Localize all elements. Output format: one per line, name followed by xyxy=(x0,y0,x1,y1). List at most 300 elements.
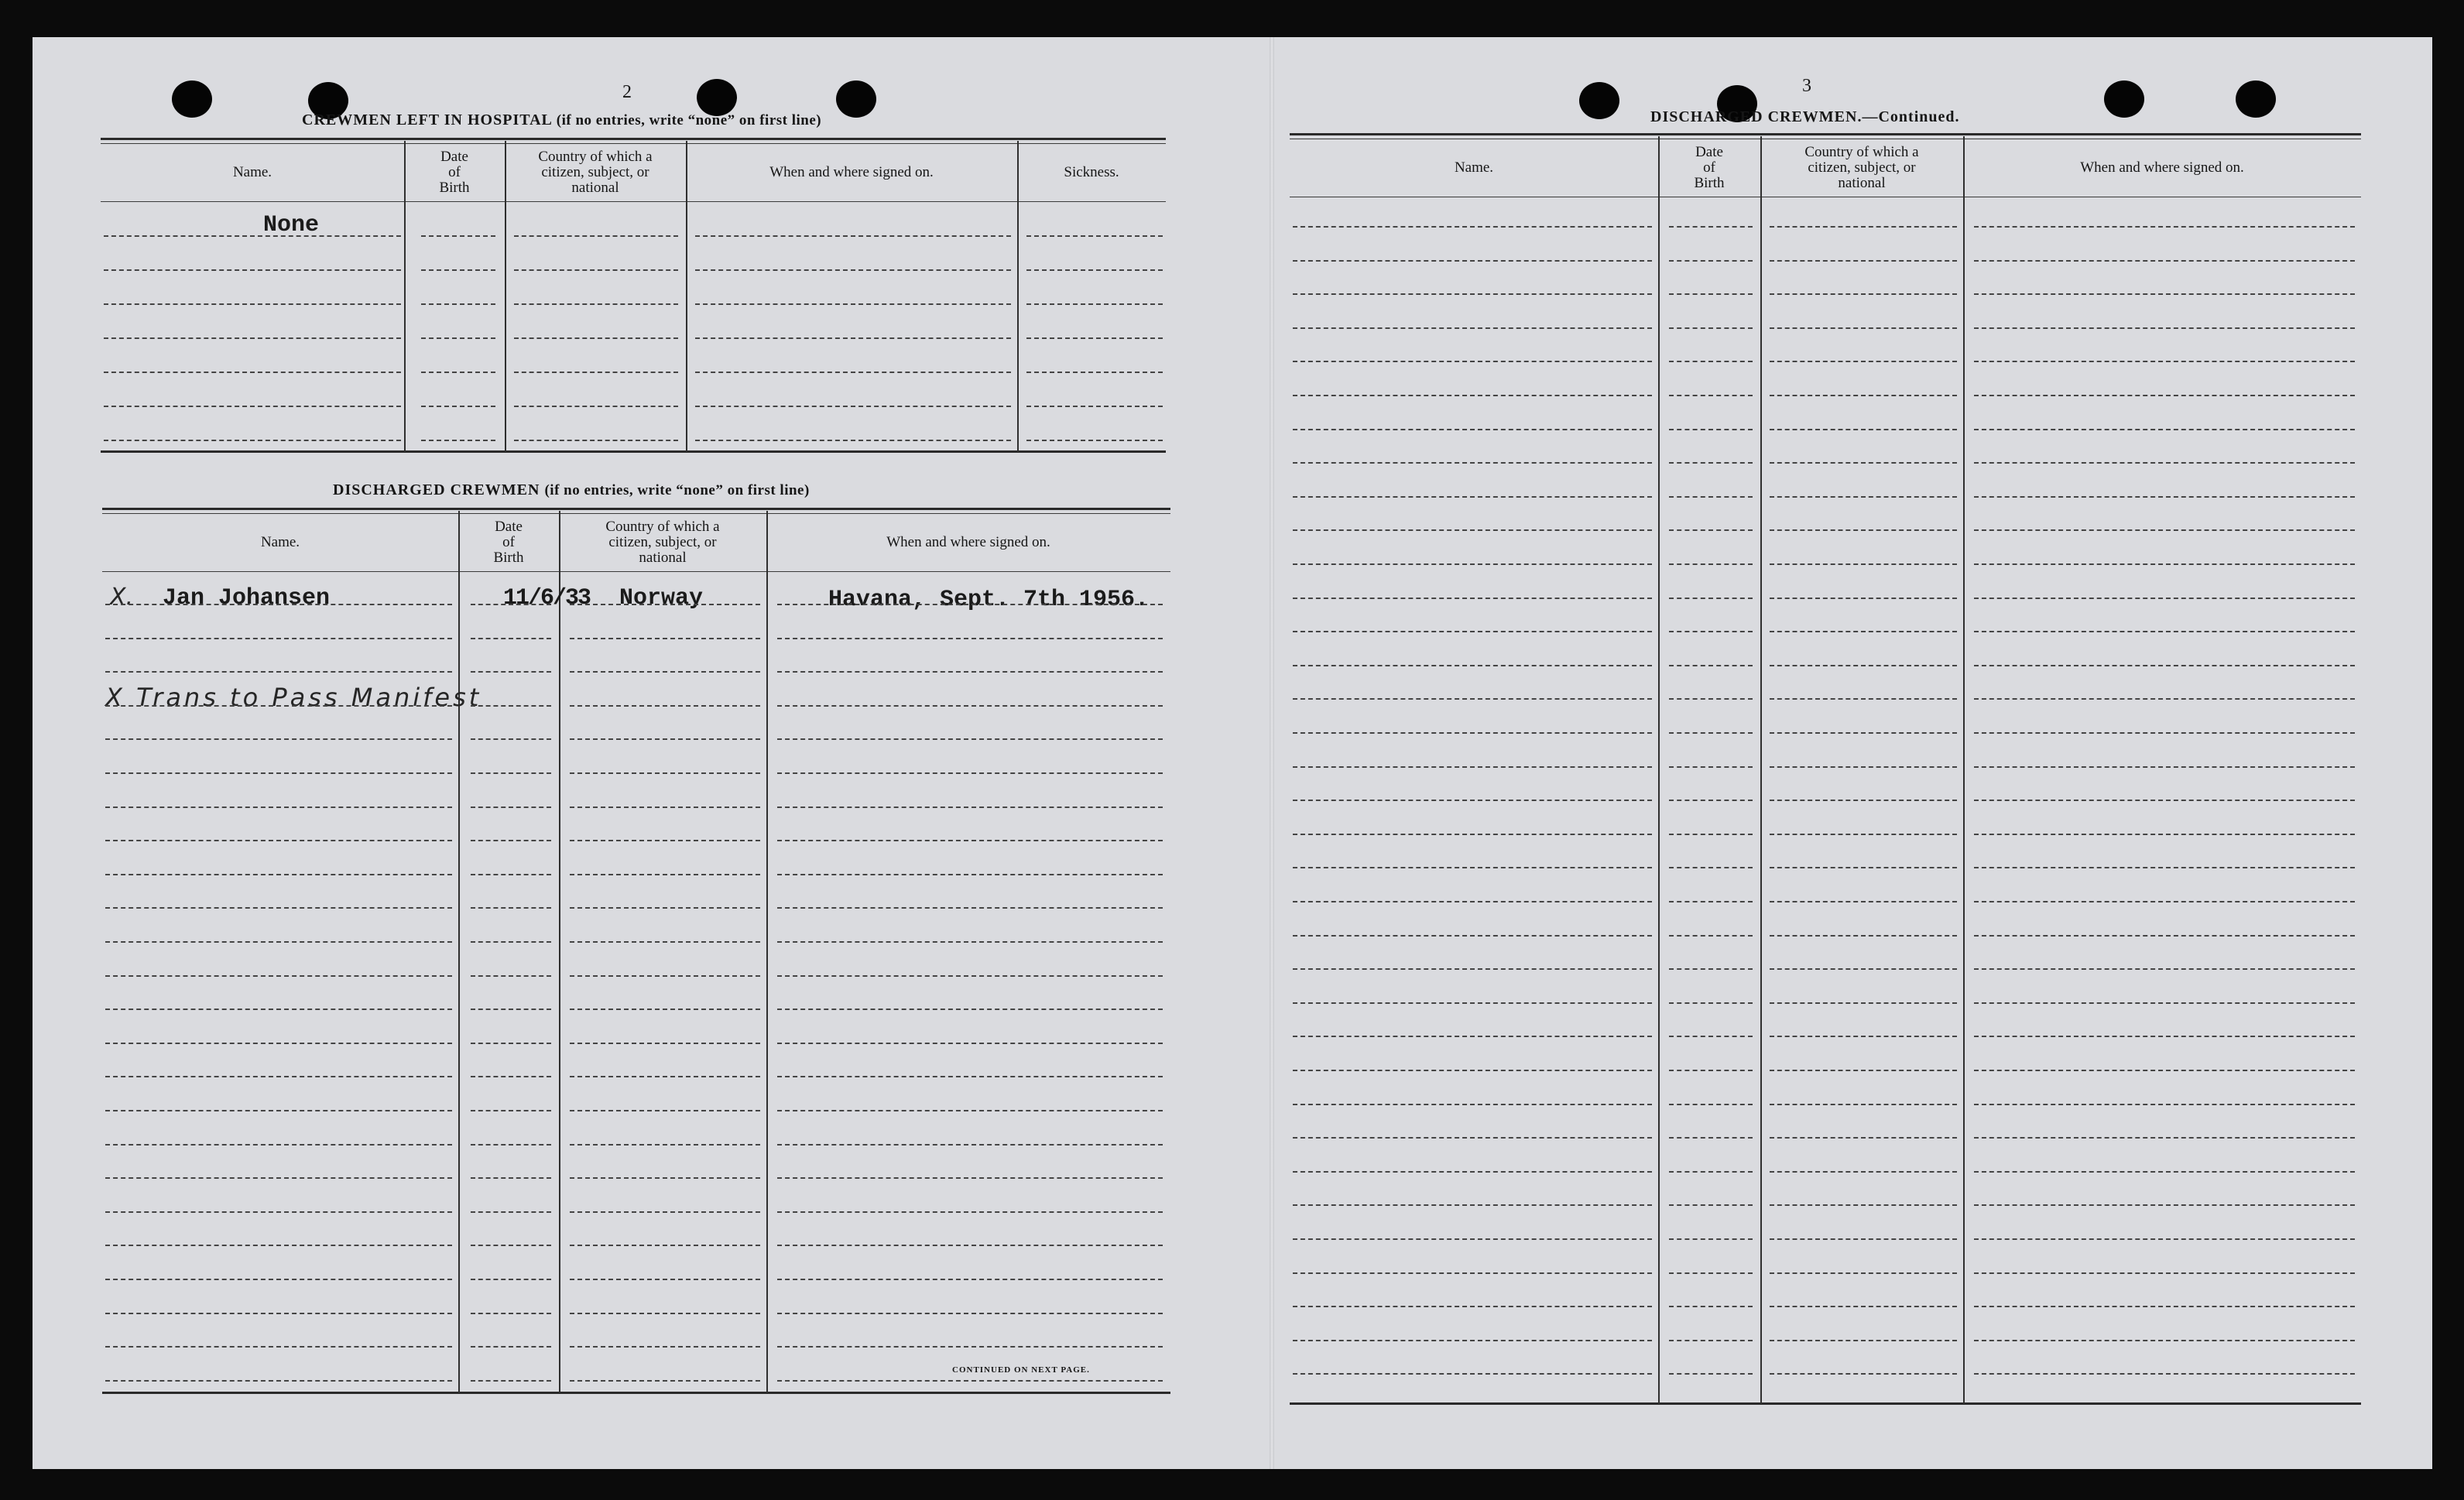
ruled-line xyxy=(777,1110,1163,1111)
ruled-line xyxy=(777,874,1163,875)
ruled-line xyxy=(1974,732,2355,734)
ruled-line xyxy=(514,303,678,305)
ruled-line xyxy=(777,604,1163,605)
continued-note: CONTINUED ON NEXT PAGE. xyxy=(952,1365,1090,1375)
ruled-line xyxy=(1974,529,2355,531)
ruled-line xyxy=(1026,406,1163,407)
country-header-text: Country of which a citizen, subject, or national xyxy=(605,519,720,566)
ruled-line xyxy=(514,372,678,373)
ruled-line xyxy=(1293,800,1652,801)
ruled-line xyxy=(1293,1137,1652,1139)
ruled-line xyxy=(1770,260,1957,262)
ruled-line xyxy=(105,1313,452,1314)
hospital-section-title xyxy=(302,111,821,129)
ruled-line xyxy=(1770,834,1957,835)
ruled-line xyxy=(1770,429,1957,430)
ruled-line xyxy=(1293,563,1652,565)
continued-section-title: DISCHARGED CREWMEN.—Continued. xyxy=(1650,108,1960,125)
ruled-line xyxy=(421,235,495,237)
discharged-section-title xyxy=(333,481,810,499)
ruled-line xyxy=(1974,834,2355,835)
ruled-line xyxy=(1770,361,1957,362)
ruled-line xyxy=(1974,901,2355,902)
ruled-line xyxy=(1669,1171,1753,1173)
ruled-line xyxy=(1293,665,1652,666)
ruled-line xyxy=(1026,372,1163,373)
ruled-line xyxy=(777,1043,1163,1044)
ruled-line xyxy=(1974,395,2355,396)
ruled-line xyxy=(1974,598,2355,599)
ruled-line xyxy=(1293,901,1652,902)
continued-col-name: Name. xyxy=(1454,159,1494,176)
ruled-line xyxy=(695,406,1011,407)
ruled-line xyxy=(1770,1238,1957,1240)
ruled-line xyxy=(471,671,551,673)
ruled-line xyxy=(514,337,678,339)
hospital-col-dob xyxy=(404,146,505,200)
discharged-col-signed: When and where signed on. xyxy=(886,534,1050,550)
ruled-line xyxy=(471,604,551,605)
ruled-line xyxy=(471,975,551,977)
ruled-line xyxy=(777,840,1163,841)
ruled-line xyxy=(1669,1306,1753,1307)
ruled-line xyxy=(570,1245,760,1246)
ruled-line xyxy=(1026,235,1163,237)
ruled-line xyxy=(1770,226,1957,228)
ruled-line xyxy=(1293,1306,1652,1307)
continued-col-signed: When and where signed on. xyxy=(2080,159,2244,176)
ruled-line xyxy=(570,840,760,841)
ruled-line xyxy=(1669,1137,1753,1139)
ruled-line xyxy=(421,372,495,373)
ruled-line xyxy=(777,907,1163,909)
ruled-line xyxy=(777,1177,1163,1179)
ruled-line xyxy=(1293,1036,1652,1037)
ruled-line xyxy=(1669,732,1753,734)
ruled-line xyxy=(1026,440,1163,441)
ruled-line xyxy=(777,1380,1163,1382)
ruled-line xyxy=(1770,1104,1957,1105)
ruled-line xyxy=(1293,1238,1652,1240)
ruled-line xyxy=(1770,901,1957,902)
ruled-line xyxy=(421,440,495,441)
ruled-line xyxy=(777,638,1163,639)
ruled-line xyxy=(105,807,452,808)
ruled-line xyxy=(695,440,1011,441)
ruled-line xyxy=(105,638,452,639)
ruled-line xyxy=(1026,337,1163,339)
ruled-line xyxy=(695,337,1011,339)
page-fold xyxy=(1270,37,1274,1469)
ruled-line xyxy=(1669,361,1753,362)
ruled-line xyxy=(104,440,401,441)
ruled-line xyxy=(1293,867,1652,868)
ruled-line xyxy=(1669,867,1753,868)
page-number-right: 3 xyxy=(1802,76,1811,96)
ruled-line xyxy=(1293,226,1652,228)
ruled-line xyxy=(471,638,551,639)
punch-hole xyxy=(836,80,876,118)
ruled-line xyxy=(421,406,495,407)
hospital-table xyxy=(101,138,1166,455)
ruled-line xyxy=(1974,1204,2355,1206)
ruled-line xyxy=(471,1380,551,1382)
ruled-line xyxy=(421,303,495,305)
ruled-line xyxy=(1974,1306,2355,1307)
ruled-line xyxy=(104,235,401,237)
ruled-line xyxy=(105,1245,452,1246)
ruled-line xyxy=(1974,226,2355,228)
ruled-line xyxy=(1770,935,1957,937)
ruled-line xyxy=(1974,867,2355,868)
ruled-line xyxy=(1974,462,2355,464)
ruled-line xyxy=(1974,766,2355,768)
ruled-line xyxy=(105,1380,452,1382)
ruled-line xyxy=(1770,327,1957,329)
ruled-line xyxy=(1293,968,1652,970)
hospital-entry-none: None xyxy=(263,212,320,238)
ruled-line xyxy=(570,738,760,740)
ruled-line xyxy=(570,1009,760,1010)
ruled-line xyxy=(514,269,678,271)
ruled-line xyxy=(1669,1238,1753,1240)
ruled-line xyxy=(695,235,1011,237)
ruled-line xyxy=(1026,269,1163,271)
ruled-line xyxy=(1669,1272,1753,1274)
ruled-line xyxy=(1974,260,2355,262)
ruled-line xyxy=(1974,361,2355,362)
country-header-text: Country of which a citizen, subject, or national xyxy=(538,149,653,196)
ruled-line xyxy=(1770,496,1957,498)
hospital-col-name: Name. xyxy=(232,164,272,180)
ruled-line xyxy=(471,1009,551,1010)
ruled-line xyxy=(104,303,401,305)
ruled-line xyxy=(1770,665,1957,666)
ruled-line xyxy=(570,941,760,943)
ruled-line xyxy=(1974,935,2355,937)
ruled-line xyxy=(471,1245,551,1246)
ruled-line xyxy=(1974,1036,2355,1037)
ruled-line xyxy=(1293,1171,1652,1173)
crew-name: Jan Johansen xyxy=(163,585,331,611)
ruled-line xyxy=(777,705,1163,707)
ruled-line xyxy=(1669,529,1753,531)
ruled-line xyxy=(1293,1272,1652,1274)
ruled-line xyxy=(1669,496,1753,498)
ruled-line xyxy=(1293,462,1652,464)
ruled-line xyxy=(1770,563,1957,565)
ruled-line xyxy=(1770,1171,1957,1173)
ruled-line xyxy=(777,1313,1163,1314)
ruled-line xyxy=(1770,766,1957,768)
ruled-line xyxy=(1669,834,1753,835)
ruled-line xyxy=(105,840,452,841)
ruled-line xyxy=(105,738,452,740)
ruled-line xyxy=(471,840,551,841)
ruled-line xyxy=(1770,698,1957,700)
discharged-col-name: Name. xyxy=(260,534,300,550)
ruled-line xyxy=(1293,260,1652,262)
ruled-line xyxy=(105,1346,452,1348)
handwritten-note: X Trans to Pass Manifest xyxy=(105,683,482,712)
ruled-line xyxy=(1974,327,2355,329)
ruled-line xyxy=(104,269,401,271)
ruled-line xyxy=(1974,698,2355,700)
ruled-line xyxy=(777,807,1163,808)
ruled-line xyxy=(1669,1104,1753,1105)
ruled-line xyxy=(471,1279,551,1280)
ruled-line xyxy=(1669,698,1753,700)
ruled-line xyxy=(1669,429,1753,430)
ruled-line xyxy=(1974,293,2355,295)
ruled-line xyxy=(1293,1002,1652,1004)
ruled-line xyxy=(1974,800,2355,801)
ruled-line xyxy=(1293,361,1652,362)
hospital-col-sickness: Sickness. xyxy=(1064,164,1119,180)
ruled-line xyxy=(570,1110,760,1111)
ruled-line xyxy=(471,1211,551,1213)
ruled-line xyxy=(1974,631,2355,632)
ruled-line xyxy=(471,907,551,909)
ruled-line xyxy=(105,1279,452,1280)
ruled-line xyxy=(105,1144,452,1146)
hospital-col-country xyxy=(505,146,686,200)
ruled-line xyxy=(570,1076,760,1077)
ruled-line xyxy=(1770,800,1957,801)
ruled-line xyxy=(777,1279,1163,1280)
ruled-line xyxy=(105,1076,452,1077)
ruled-line xyxy=(1669,327,1753,329)
ruled-line xyxy=(1770,1272,1957,1274)
ruled-line xyxy=(471,941,551,943)
ruled-line xyxy=(570,1279,760,1280)
ruled-line xyxy=(570,772,760,774)
ruled-line xyxy=(471,1313,551,1314)
ruled-line xyxy=(105,907,452,909)
ruled-line xyxy=(1669,598,1753,599)
ruled-line xyxy=(1770,293,1957,295)
ruled-line xyxy=(1770,867,1957,868)
ruled-line xyxy=(471,1043,551,1044)
continued-table xyxy=(1290,133,2361,1407)
ruled-line xyxy=(1770,1036,1957,1037)
ruled-line xyxy=(1770,1340,1957,1341)
ruled-line xyxy=(1293,1340,1652,1341)
ruled-line xyxy=(1669,1340,1753,1341)
ruled-line xyxy=(1974,1373,2355,1375)
ruled-line xyxy=(1669,968,1753,970)
continued-col-country xyxy=(1760,141,1963,195)
ruled-line xyxy=(1293,327,1652,329)
ruled-line xyxy=(1669,395,1753,396)
ruled-line xyxy=(514,406,678,407)
ruled-line xyxy=(1293,766,1652,768)
ruled-line xyxy=(777,941,1163,943)
ruled-line xyxy=(570,1313,760,1314)
ruled-line xyxy=(1669,462,1753,464)
dob-header-text: Date of Birth xyxy=(1694,144,1725,191)
ruled-line xyxy=(421,269,495,271)
ruled-line xyxy=(1293,496,1652,498)
ruled-line xyxy=(1293,834,1652,835)
ruled-line xyxy=(695,303,1011,305)
ruled-line xyxy=(1669,935,1753,937)
ruled-line xyxy=(105,604,452,605)
ruled-line xyxy=(1770,1002,1957,1004)
ruled-line xyxy=(1974,1002,2355,1004)
ruled-line xyxy=(1669,1070,1753,1071)
ruled-line xyxy=(1669,260,1753,262)
ruled-line xyxy=(1974,1171,2355,1173)
ruled-line xyxy=(1770,598,1957,599)
punch-hole xyxy=(2104,80,2144,118)
ruled-line xyxy=(1974,1137,2355,1139)
ruled-line xyxy=(1293,1070,1652,1071)
ruled-line xyxy=(1974,1070,2355,1071)
ruled-line xyxy=(1293,1204,1652,1206)
ruled-line xyxy=(105,1110,452,1111)
ruled-line xyxy=(777,975,1163,977)
scanned-document xyxy=(33,37,2432,1469)
ruled-line xyxy=(777,671,1163,673)
ruled-line xyxy=(1770,1306,1957,1307)
ruled-line xyxy=(695,269,1011,271)
ruled-line xyxy=(570,1380,760,1382)
ruled-line xyxy=(570,638,760,639)
ruled-line xyxy=(777,1144,1163,1146)
page-number-left: 2 xyxy=(622,82,632,102)
ruled-line xyxy=(1669,631,1753,632)
discharged-title-text: DISCHARGED CREWMEN xyxy=(333,481,540,498)
ruled-line xyxy=(471,705,551,707)
ruled-line xyxy=(105,975,452,977)
ruled-line xyxy=(777,1009,1163,1010)
ruled-line xyxy=(104,337,401,339)
ruled-line xyxy=(105,874,452,875)
ruled-line xyxy=(471,1076,551,1077)
ruled-line xyxy=(570,975,760,977)
ruled-line xyxy=(777,1211,1163,1213)
ruled-line xyxy=(777,1245,1163,1246)
ruled-line xyxy=(777,1076,1163,1077)
ruled-line xyxy=(1770,1373,1957,1375)
ruled-line xyxy=(1293,1104,1652,1105)
country-header-text: Country of which a citizen, subject, or national xyxy=(1804,144,1919,191)
ruled-line xyxy=(570,1346,760,1348)
ruled-line xyxy=(1974,429,2355,430)
ruled-line xyxy=(471,874,551,875)
dob-header-text: Date of Birth xyxy=(493,519,524,566)
ruled-line xyxy=(1669,293,1753,295)
ruled-line xyxy=(471,1346,551,1348)
ruled-line xyxy=(1974,496,2355,498)
ruled-line xyxy=(471,772,551,774)
ruled-line xyxy=(1293,598,1652,599)
ruled-line xyxy=(1669,800,1753,801)
ruled-line xyxy=(1974,1272,2355,1274)
ruled-line xyxy=(1293,631,1652,632)
ruled-line xyxy=(514,440,678,441)
ruled-line xyxy=(471,738,551,740)
ruled-line xyxy=(1974,563,2355,565)
ruled-line xyxy=(570,1043,760,1044)
punch-hole xyxy=(172,80,212,118)
dob-header-text: Date of Birth xyxy=(439,149,470,196)
punch-hole xyxy=(1579,82,1619,119)
ruled-line xyxy=(1974,968,2355,970)
continued-col-dob xyxy=(1658,141,1760,195)
ruled-line xyxy=(1669,1373,1753,1375)
ruled-line xyxy=(1770,462,1957,464)
ruled-line xyxy=(514,235,678,237)
row-mark-x: X. xyxy=(110,584,134,611)
discharged-col-dob xyxy=(458,515,559,570)
ruled-line xyxy=(1669,1002,1753,1004)
ruled-line xyxy=(1669,226,1753,228)
ruled-line xyxy=(1770,968,1957,970)
ruled-line xyxy=(1669,1036,1753,1037)
ruled-line xyxy=(1026,303,1163,305)
ruled-line xyxy=(421,337,495,339)
ruled-line xyxy=(1293,529,1652,531)
ruled-line xyxy=(104,406,401,407)
ruled-line xyxy=(471,807,551,808)
ruled-line xyxy=(1293,935,1652,937)
discharged-col-country xyxy=(559,515,766,570)
ruled-line xyxy=(104,372,401,373)
ruled-line xyxy=(1293,698,1652,700)
discharged-title-note: (if no entries, write “none” on first line) xyxy=(544,482,810,498)
ruled-line xyxy=(105,705,452,707)
ruled-line xyxy=(1669,665,1753,666)
ruled-line xyxy=(1669,901,1753,902)
ruled-line xyxy=(1770,732,1957,734)
ruled-line xyxy=(1770,1137,1957,1139)
ruled-line xyxy=(471,1144,551,1146)
ruled-line xyxy=(777,772,1163,774)
ruled-line xyxy=(1770,529,1957,531)
ruled-line xyxy=(1669,1204,1753,1206)
hospital-col-signed: When and where signed on. xyxy=(769,164,934,180)
ruled-line xyxy=(1293,1373,1652,1375)
ruled-line xyxy=(1974,1340,2355,1341)
ruled-line xyxy=(105,671,452,673)
ruled-line xyxy=(1770,1204,1957,1206)
ruled-line xyxy=(1293,429,1652,430)
ruled-line xyxy=(1770,395,1957,396)
ruled-line xyxy=(471,1110,551,1111)
ruled-line xyxy=(570,1177,760,1179)
crew-country: Norway xyxy=(619,585,704,611)
ruled-line xyxy=(1293,293,1652,295)
ruled-line xyxy=(570,1211,760,1213)
ruled-line xyxy=(570,604,760,605)
crew-dob: 11/6/33 xyxy=(503,585,591,611)
ruled-line xyxy=(1669,563,1753,565)
ruled-line xyxy=(1669,766,1753,768)
discharged-table xyxy=(102,508,1170,1398)
hospital-title-note: (if no entries, write “none” on first line) xyxy=(556,112,822,128)
ruled-line xyxy=(1770,631,1957,632)
ruled-line xyxy=(105,772,452,774)
hospital-title-text: CREWMEN LEFT IN HOSPITAL xyxy=(302,111,552,128)
punch-hole xyxy=(697,79,737,116)
ruled-line xyxy=(777,1346,1163,1348)
ruled-line xyxy=(1974,665,2355,666)
ruled-line xyxy=(570,705,760,707)
ruled-line xyxy=(1293,732,1652,734)
ruled-line xyxy=(471,1177,551,1179)
